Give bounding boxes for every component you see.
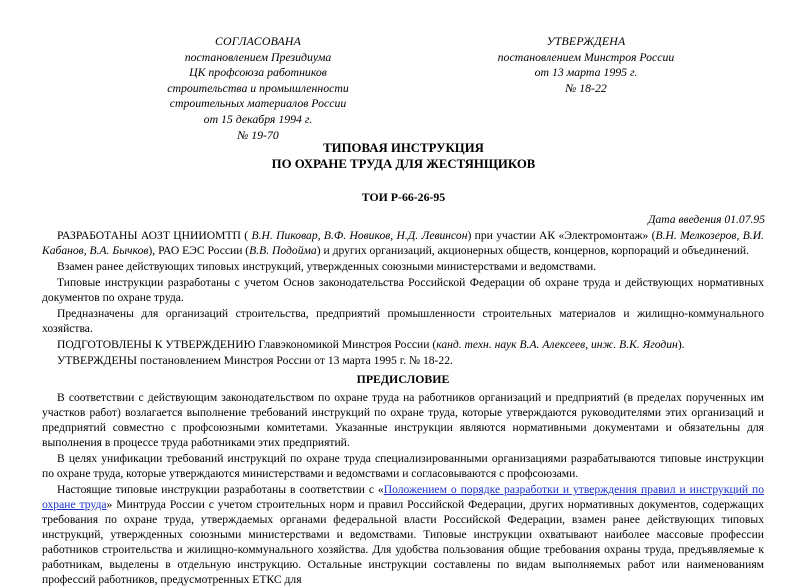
approval-date: от 13 марта 1995 г. bbox=[534, 65, 638, 80]
approval-line: ЦК профсоюза работников bbox=[189, 65, 327, 80]
approval-block-right bbox=[456, 34, 716, 96]
approval-block-left bbox=[128, 34, 388, 143]
regulation-link[interactable]: Положением о порядке разработки и утверждения правил и инструкций по охране труда bbox=[42, 483, 765, 511]
approval-date: от 15 декабря 1994 г. bbox=[203, 111, 313, 126]
document-title bbox=[0, 140, 807, 172]
document-code: ТОИ Р-66-26-95 bbox=[361, 190, 446, 204]
document-body bbox=[42, 228, 764, 588]
preface-heading: ПРЕДИСЛОВИЕ bbox=[356, 372, 450, 386]
approval-line: строительства и промышленности bbox=[167, 80, 349, 95]
approval-heading-right: УТВЕРЖДЕНА bbox=[546, 34, 626, 48]
approval-line: постановлением Минстроя России bbox=[497, 49, 675, 64]
document-title-line-2: ПО ОХРАНЕ ТРУДА ДЛЯ ЖЕСТЯНЩИКОВ bbox=[271, 157, 536, 171]
intro-paragraph-purpose: Предназначены для организаций строительства, предприятий промышленности строительных материалов и жилищно-коммунального хозяйства. bbox=[42, 307, 764, 335]
preface-paragraph-1: В соответствии с действующим законодательством по охране труда на работников организаций и предприятий (в пределах порученных им участков работ) возлагается выполнение требований инструкций по охране труда, которые утверждаются руководителями этих организаций и предприятий совместно с профсоюзными комитетами. Указанные инструкции являются нормативными документами и обязательны для выполнения в процессе труда работниками этих предприятий. bbox=[42, 391, 764, 449]
approval-number: № 18-22 bbox=[565, 80, 607, 95]
authors-italic: В.Н. Мелкозеров, В.И. Кабанов, В.А. Бычков bbox=[42, 229, 764, 257]
effective-date: Дата введения 01.07.95 bbox=[648, 213, 765, 226]
approval-line: строительных материалов России bbox=[169, 96, 347, 111]
intro-paragraph-developers: РАЗРАБОТАНЫ АОЗТ ЦНИИОМТП ( В.Н. Пиковар, В.Ф. Новиков, Н.Д. Левинсон) при участии АК «Электромонтаж» (В.Н. Мелкозеров, В.И. Кабанов, В.А. Бычков), РАО ЕЭС России (В.В. Подойма) и других организаций, акционерных обществ, концернов, корпораций и объединений. bbox=[42, 229, 764, 257]
intro-paragraph-approved: УТВЕРЖДЕНЫ постановлением Минстроя России от 13 марта 1995 г. № 18-22. bbox=[57, 354, 453, 367]
approval-number: № 19-70 bbox=[237, 127, 279, 142]
preface-paragraph-2: В целях унификации требований инструкций по охране труда специализированными организациями разрабатываются типовые инструкции по охране труда, которые утверждаются министерствами и ведомствами и согласовываются с профсоюзами. bbox=[42, 452, 764, 480]
intro-paragraph-basis: Типовые инструкции разработаны с учетом Основ законодательства Российской Федерации об охране труда и действующих нормативных документов по охране труда. bbox=[42, 276, 764, 304]
approval-heading-left: СОГЛАСОВАНА bbox=[214, 34, 302, 48]
approval-line: постановлением Президиума bbox=[184, 49, 332, 64]
document-title-line-1: ТИПОВАЯ ИНСТРУКЦИЯ bbox=[323, 141, 484, 155]
intro-paragraph-prepared: ПОДГОТОВЛЕНЫ К УТВЕРЖДЕНИЮ Главэкономикой Минстроя России (канд. техн. наук В.А. Алексеев, инж. В.К. Ягодин). bbox=[57, 338, 685, 351]
preface-paragraph-3: Настоящие типовые инструкции разработаны в соответствии с «Положением о порядке разработки и утверждения правил и инструкций по охране труда» Минтруда России с учетом строительных норм и правил Российской Федерации, других нормативных документов, содержащих требования по охране труда, утверждаемых органами федеральной власти Российской Федерации, взамен ранее действующих типовых инструкций, утвержденных союзными министерствами и ведомствами. Типовые инструкции охватывают наиболее массовые профессии работников строительства и жилищно-коммунального хозяйства. Для удобства пользования общие требования охраны труда, предъявляемые к работникам, выделены в отдельную инструкцию. Остальные инструкции составлены по видам выполняемых работ или наименованиям профессий работников, предусмотренных ЕТКС для bbox=[42, 483, 765, 586]
authors-italic: В.В. Подойма bbox=[249, 244, 317, 257]
authors-italic: канд. техн. наук В.А. Алексеев, инж. В.К. Ягодин bbox=[436, 338, 678, 351]
intro-paragraph-replaces: Взамен ранее действующих типовых инструкций, утвержденных союзными министерствами и ведомствами. bbox=[57, 260, 597, 273]
authors-italic: В.Н. Пиковар, В.Ф. Новиков, Н.Д. Левинсон bbox=[248, 229, 468, 242]
